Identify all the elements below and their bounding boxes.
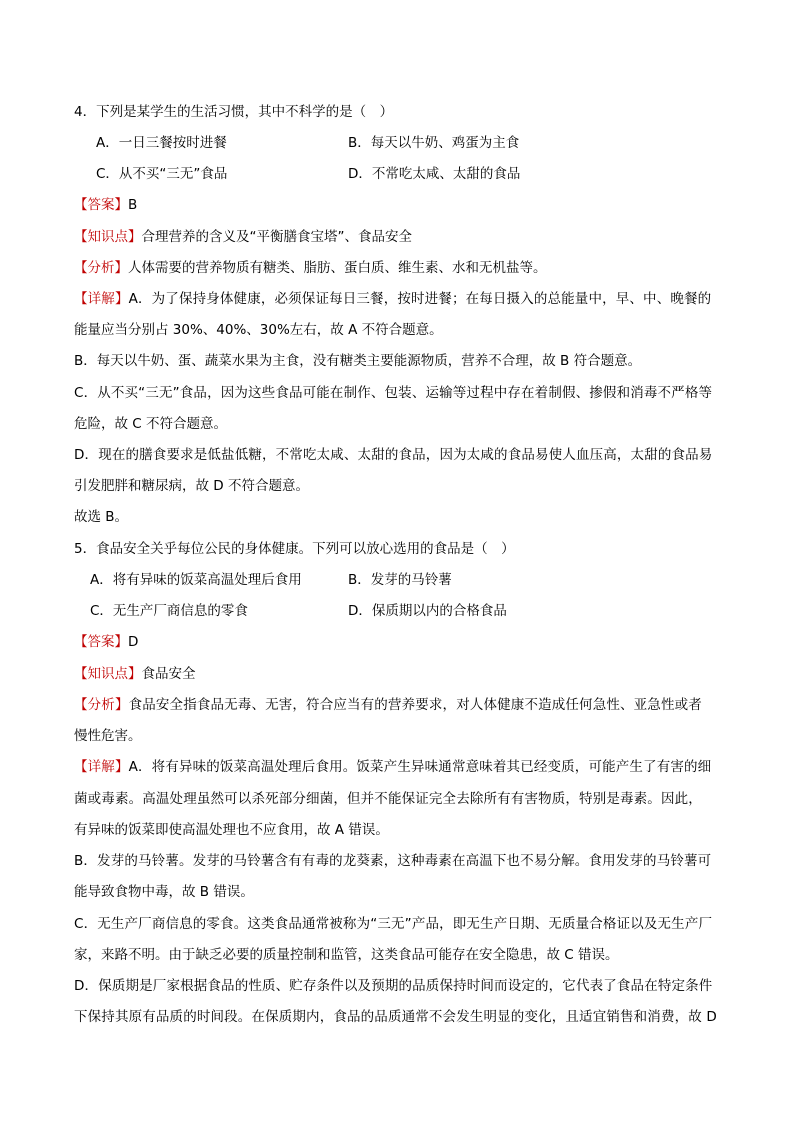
q4-conclusion: 故选 B。 <box>74 509 129 525</box>
q4-analysis-line <box>74 258 724 278</box>
q4-answer: B <box>128 197 138 213</box>
analysis-tag: 【分析】 <box>74 697 129 713</box>
q5-analysis-1: 食品安全指食品无毒、无害，符合应当有的营养要求，对人体健康不造成任何急性、亚急性或者 <box>128 697 702 713</box>
q5-knowledge: 食品安全 <box>141 666 196 682</box>
q5-detail-line-3: 有异味的饭菜即使高温处理也不应食用，故 A 错误。 <box>74 822 389 838</box>
q4-knowledge: 合理营养的含义及“平衡膳食宝塔”、食品安全 <box>141 229 412 245</box>
q4-detail-line-1 <box>74 289 724 309</box>
q4-answer-line <box>74 195 724 215</box>
q4-detail-line-3: B．每天以牛奶、蛋、蔬菜水果为主食，没有糖类主要能源物质，营养不合理，故 B 符合题意。 <box>74 353 642 369</box>
q5-answer: D <box>128 634 139 650</box>
q5-option-d: D．保质期以内的合格食品 <box>348 603 507 619</box>
q5-knowledge-line <box>74 664 724 684</box>
q5-detail-line-7: 家，来路不明。由于缺乏必要的质量控制和监管，这类食品可能存在安全隐患，故 C 错误。 <box>74 947 619 963</box>
q4-analysis: 人体需要的营养物质有糖类、脂肪、蛋白质、维生素、水和无机盐等。 <box>128 260 547 276</box>
q5-option-b: B．发芽的马铃薯 <box>348 572 452 588</box>
q5-stem: 5．食品安全关乎每位公民的身体健康。下列可以放心选用的食品是（ ） <box>74 541 515 557</box>
q5-detail-line-2: 菌或毒素。高温处理虽然可以杀死部分细菌，但并不能保证完全去除所有有害物质，特别是毒素。因此， <box>74 791 702 807</box>
q4-knowledge-line <box>74 227 724 247</box>
q4-detail-1: A．为了保持身体健康，必须保证每日三餐，按时进餐；在每日摄入的总能量中，早、中、晚餐的 <box>128 291 712 307</box>
q5-detail-line-4: B．发芽的马铃薯。发芽的马铃薯含有有毒的龙葵素，这种毒素在高温下也不易分解。食用发芽的马铃薯可 <box>74 853 712 869</box>
q4-option-a: A．一日三餐按时进餐 <box>96 135 227 151</box>
q5-detail-line-8: D．保质期是厂家根据食品的性质、贮存条件以及预期的品质保持时间而设定的，它代表了食品在特定条件 <box>74 978 713 994</box>
q4-option-b: B．每天以牛奶、鸡蛋为主食 <box>348 135 520 151</box>
answer-tag: 【答案】 <box>74 634 128 650</box>
analysis-tag: 【分析】 <box>74 260 128 276</box>
detail-tag: 【详解】 <box>74 759 129 775</box>
q5-detail-1: A．将有异味的饭菜高温处理后食用。饭菜产生异味通常意味着其已经变质，可能产生了有害的细 <box>128 759 712 775</box>
knowledge-tag: 【知识点】 <box>74 666 142 682</box>
q4-stem: 4．下列是某学生的生活习惯，其中不科学的是（ ） <box>74 104 394 120</box>
q4-option-d: D．不常吃太咸、太甜的食品 <box>348 166 521 182</box>
q5-option-c: C．无生产厂商信息的零食 <box>90 603 248 619</box>
q4-detail-line-7: 引发肥胖和糖尿病，故 D 不符合题意。 <box>74 478 309 494</box>
q4-detail-line-6: D．现在的膳食要求是低盐低糖，不常吃太咸、太甜的食品，因为太咸的食品易使人血压高，太甜的食品易 <box>74 447 713 463</box>
q5-analysis-line-1 <box>74 695 724 715</box>
q5-answer-line <box>74 632 724 652</box>
q5-detail-line-1 <box>74 757 724 777</box>
q4-detail-line-2: 能量应当分别占 30%、40%、30%左右，故 A 不符合题意。 <box>74 322 443 338</box>
q5-option-a: A．将有异味的饭菜高温处理后食用 <box>90 572 302 588</box>
q4-detail-line-4: C．从不买“三无”食品，因为这些食品可能在制作、包装、运输等过程中存在着制假、掺假和消毒不严格等 <box>74 385 713 401</box>
answer-tag: 【答案】 <box>74 197 128 213</box>
q5-detail-line-6: C．无生产厂商信息的零食。这类食品通常被称为“三无”产品，即无生产日期、无质量合格证以及无生产厂 <box>74 916 713 932</box>
q5-detail-line-5: 能导致食物中毒，故 B 错误。 <box>74 884 254 900</box>
detail-tag: 【详解】 <box>74 291 129 307</box>
q5-detail-line-9: 下保持其原有品质的时间段。在保质期内，食品的品质通常不会发生明显的变化，且适宜销售和消费，故 D <box>74 1009 717 1025</box>
q4-detail-line-5: 危险，故 C 不符合题意。 <box>74 416 228 432</box>
q4-option-c: C．从不买“三无”食品 <box>96 166 228 182</box>
knowledge-tag: 【知识点】 <box>74 229 142 245</box>
q5-analysis-line-2: 慢性危害。 <box>74 728 142 744</box>
